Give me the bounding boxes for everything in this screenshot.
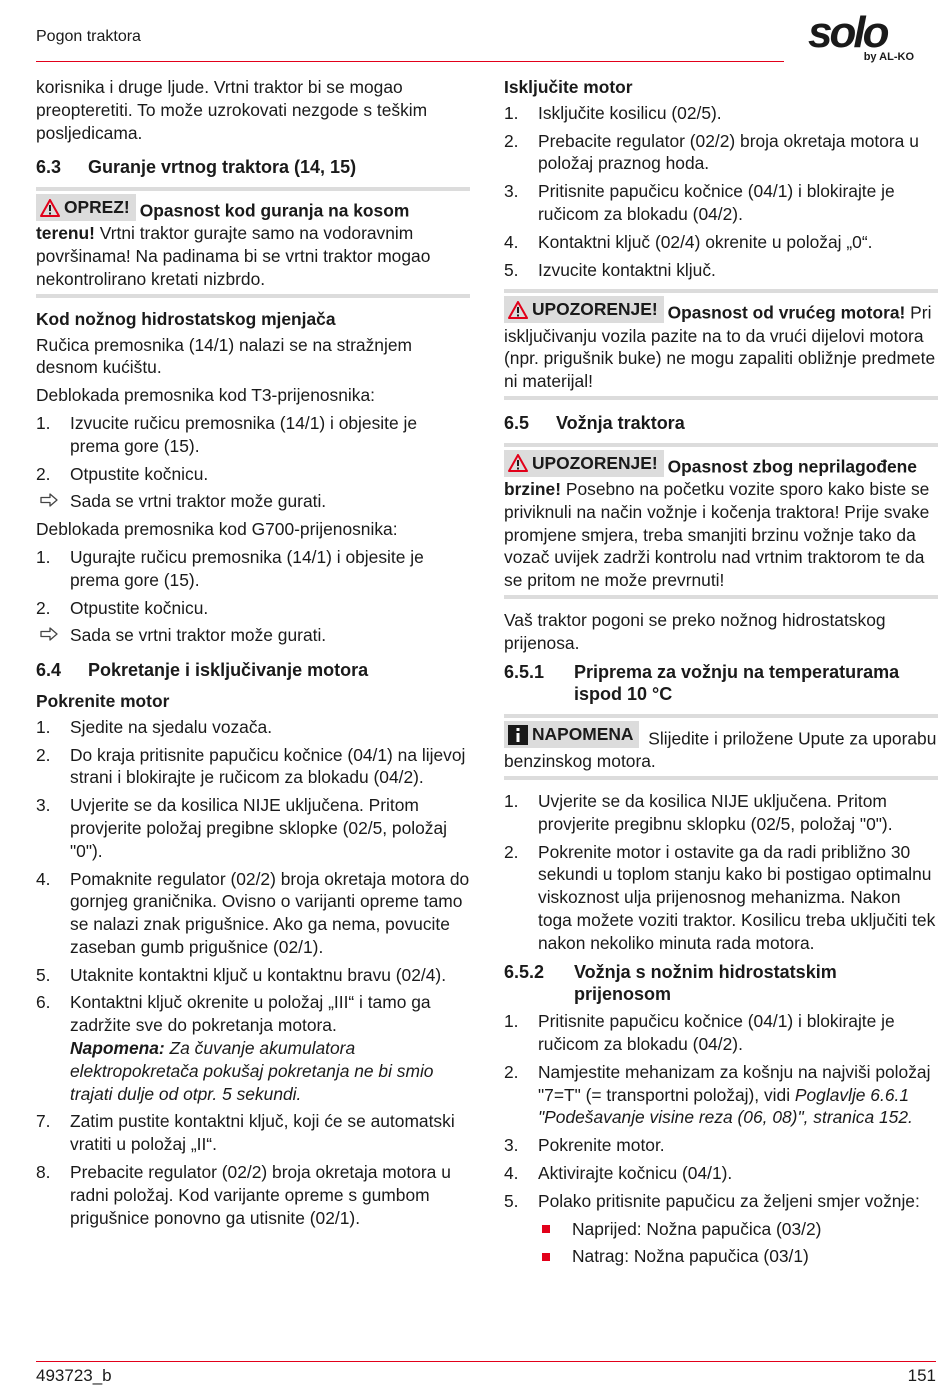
drive-paragraph: Vaš traktor pogoni se preko nožnog hidrostatskog prijenosa. [504, 609, 886, 653]
warning-tag [504, 450, 664, 477]
step-number: 2. [504, 130, 519, 151]
step-number: 3. [504, 181, 519, 202]
list-item [36, 991, 470, 1105]
result-arrow-icon [36, 624, 70, 647]
list-item [504, 1134, 938, 1157]
step-number: 1. [36, 716, 51, 737]
list-item [36, 744, 470, 790]
step-text: Sjedite na sjedalu vozača. [70, 716, 273, 737]
hydro-drive-steps [504, 1010, 938, 1212]
section-6-5-heading [504, 412, 938, 435]
step-number: 5. [504, 1190, 519, 1211]
list-item [504, 130, 938, 176]
list-item [36, 463, 470, 486]
section-number: 6.5.1 [504, 661, 545, 682]
list-item [538, 1218, 938, 1241]
step-text: Prebacite regulator (02/2) broja okretaja motora u radni položaj. Kod varijante opreme s gumbom prigušnice ponovno ga utisnite (02/1). [70, 1162, 451, 1228]
list-item [36, 794, 470, 862]
step-text: Namjestite mehanizam za košnju na najviši položaj "7=T" (= transportni položaj), vidi [538, 1061, 931, 1105]
list-item [504, 231, 938, 254]
cold-prep-steps [504, 790, 938, 955]
list-item [504, 1190, 938, 1213]
step-number: 7. [36, 1111, 51, 1132]
caution-tag-label: OPREZ! [64, 197, 130, 218]
section-title: Vožnja s nožnim hidrostatskim prijenosom [574, 961, 837, 1005]
list-item [538, 1245, 938, 1268]
note-text: Za čuvanje akumulatora elektropokretača pokušaj pokretanja ne bi smio trajati dulje od otpr. 5 sekundi. [70, 1038, 434, 1104]
t3-steps [36, 412, 470, 485]
caution-lead: Opasnost kod guranja na kosom terenu! [36, 200, 410, 244]
bullet-square-icon [538, 1218, 572, 1241]
left-column [36, 76, 470, 1234]
section-title: Pokretanje i isključivanje motora [88, 660, 369, 681]
g700-heading: Deblokada premosnika kod G700-prijenosnika: [36, 519, 398, 540]
warning-text: Posebno na početku vozite sporo kako biste se priviknuli na način vožnje i kočenja traktora! Prije svake promjene smjera, treba smanjiti brzinu vožnje tako da vozač uvijek zadrži kontrolu nad vrtnim traktorom te da se pritom ne može prevrnuti! [504, 478, 930, 591]
list-item [504, 102, 938, 125]
note-box [504, 714, 938, 780]
step-number: 8. [36, 1162, 51, 1183]
t3-heading: Deblokada premosnika kod T3-prijenosnika: [36, 385, 375, 406]
step-number: 3. [504, 1135, 519, 1156]
step-number: 4. [504, 231, 519, 252]
step-number: 2. [504, 841, 519, 862]
warning-speed-box [504, 443, 938, 599]
warning-tag-label: UPOZORENJE! [532, 452, 658, 473]
section-title: Guranje vrtnog traktora (14, 15) [88, 157, 357, 178]
step-number: 4. [504, 1163, 519, 1184]
caution-box [36, 187, 470, 298]
stop-engine-subheading: Isključite motor [504, 77, 633, 97]
hydro-paragraph: Ručica premosnika (14/1) nalazi se na stražnjem desnom kućištu. [36, 334, 412, 378]
step-text: Prebacite regulator (02/2) broja okretaja motora u položaj praznog hoda. [538, 130, 919, 174]
warning-hot-engine-box [504, 289, 938, 400]
list-item [36, 964, 470, 987]
stop-engine-steps [504, 102, 938, 282]
list-item [36, 412, 470, 458]
footer-divider [36, 1361, 936, 1362]
section-number: 6.3 [36, 157, 62, 178]
caution-tag [36, 194, 136, 221]
step-text: Uvjerite se da kosilica NIJE uključena. Pritom provjerite položaj pregibne sklopke (02/5, položaj "0"). [70, 795, 448, 861]
info-icon [508, 725, 528, 745]
step-number: 4. [36, 868, 51, 889]
step-number: 2. [36, 744, 51, 765]
step-text: Aktivirajte kočnicu (04/1). [538, 1163, 733, 1184]
section-6-3-heading [36, 156, 470, 179]
list-item [504, 790, 938, 836]
section-title: Vožnja traktora [556, 412, 685, 433]
list-item [504, 259, 938, 282]
logo-subtitle: by AL-KO [863, 51, 914, 63]
g700-steps [36, 546, 470, 619]
step-text: Polako pritisnite papučicu za željeni smjer vožnje: [538, 1190, 920, 1211]
warning-tag [504, 296, 664, 323]
step-number: 2. [36, 463, 51, 484]
list-item [504, 1061, 938, 1129]
start-engine-steps [36, 716, 470, 1230]
warning-lead: Opasnost od vrućeg motora! [667, 302, 906, 323]
list-item [504, 1162, 938, 1185]
step-number: 1. [504, 102, 519, 123]
section-number: 6.5.2 [504, 961, 545, 982]
page-number: 151 [907, 1366, 936, 1385]
warning-triangle-icon [40, 199, 60, 217]
step-number: 3. [36, 795, 51, 816]
step-number: 5. [504, 259, 519, 280]
section-number: 6.5 [504, 412, 530, 433]
direction-bullets [538, 1218, 938, 1269]
step-text: Pomaknite regulator (02/2) broja okretaja motora do gornjeg graničnika. Ovisno o varijanti opreme tamo se nalazi znak prigušnice. Ako ga nema, povucite zaseban gumb prigušnice (02/1). [70, 868, 470, 957]
warning-text: Pri isključivanju vozila pazite na to da vrući dijelovi motora (npr. prigušnik buke) ne mogu zapaliti obližnje predmete ni materijal! [504, 302, 936, 392]
step-number: 1. [36, 546, 51, 567]
note-text: Slijedite i priložene Upute za uporabu benzinskog motora. [504, 728, 937, 772]
warning-lead: Opasnost zbog neprilagođene brzine! [504, 456, 917, 499]
step-number: 5. [36, 964, 51, 985]
step-text: Izvucite kontaktni ključ. [538, 259, 716, 280]
list-item [504, 841, 938, 955]
step-text: Pokrenite motor i ostavite ga da radi približno 30 sekundi u toplom stanju kako bi postigao optimalnu viskoznost ulja prijenosnog mehanizma. Nakon toga možete voziti traktor. Kosilicu treba uključiti tek nakon nekoliko minuta rada motora. [538, 841, 936, 953]
step-number: 2. [504, 1061, 519, 1082]
step-text: Uvjerite se da kosilica NIJE uključena. Pritom provjerite pregibnu sklopku (02/5, položaj "0"). [538, 791, 893, 834]
list-item [36, 716, 470, 739]
bullet-text: Naprijed: Nožna papučica (03/2) [572, 1218, 822, 1239]
note-label: Napomena: [70, 1038, 165, 1059]
step-text: Utaknite kontaktni ključ u kontaktnu bravu (02/4). [70, 964, 447, 985]
section-6-4-heading [36, 659, 470, 682]
step-text: Do kraja pritisnite papučicu kočnice (04/1) na lijevoj strani i blokirajte je ručicom za blokadu (04/2). [70, 744, 466, 788]
step-number: 1. [36, 412, 51, 433]
solo-logo [808, 10, 918, 66]
step-text: Pritisnite papučicu kočnice (04/1) i blokirajte je ručicom za blokadu (04/2). [538, 181, 895, 224]
warning-triangle-icon [508, 301, 528, 319]
section-number: 6.4 [36, 660, 62, 681]
bullet-text: Natrag: Nožna papučica (03/1) [572, 1246, 809, 1267]
step-text: Pritisnite papučicu kočnice (04/1) i blokirajte je ručicom za blokadu (04/2). [538, 1011, 895, 1055]
step-number: 2. [36, 597, 51, 618]
step-text: Otpustite kočnicu. [70, 463, 209, 484]
g700-result [36, 624, 470, 647]
document-code: 493723_b [36, 1366, 112, 1385]
step-text: Pokrenite motor. [538, 1135, 665, 1156]
list-item [504, 1010, 938, 1056]
step-number: 1. [504, 1011, 519, 1032]
header-divider [36, 61, 784, 62]
t3-result [36, 490, 470, 513]
result-text: Sada se vrtni traktor može gurati. [70, 491, 327, 512]
warning-triangle-icon [508, 454, 528, 472]
step-text: Kontaktni ključ okrenite u položaj „III“ i tamo ga zadržite sve do pokretanja motora. [70, 992, 431, 1036]
step-text: Kontaktni ključ (02/4) okrenite u položaj „0“. [538, 231, 873, 252]
step-number: 6. [36, 992, 51, 1013]
step-text: Isključite kosilicu (02/5). [538, 102, 722, 123]
section-6-5-1-heading [504, 661, 938, 707]
caution-text: Vrtni traktor gurajte samo na vodoravnim površinama! Na padinama bi se vrtni traktor mogao nekontrolirano kretati nizbrdo. [36, 223, 431, 289]
result-text: Sada se vrtni traktor može gurati. [70, 625, 327, 646]
section-6-5-2-heading [504, 961, 938, 1007]
list-item [36, 1161, 470, 1229]
result-arrow-icon [36, 490, 70, 513]
step-text: Izvucite ručicu premosnika (14/1) i objesite je prema gore (15). [70, 412, 417, 456]
list-item [36, 597, 470, 620]
cross-reference-link[interactable]: Poglavlje 6.6.1 "Podešavanje visine reza (06, 08)", stranica 152. [538, 1084, 913, 1128]
list-item [36, 1110, 470, 1156]
list-item [36, 868, 470, 959]
step-number: 1. [504, 791, 519, 812]
section-title: Priprema za vožnju na temperaturama ispod 10 °C [574, 661, 900, 705]
step-text: Zatim pustite kontaktni ključ, koji će se automatski vratiti u položaj „II“. [70, 1111, 455, 1155]
step-text: Ugurajte ručicu premosnika (14/1) i objesite je prema gore (15). [70, 546, 424, 590]
right-column [504, 76, 938, 1273]
intro-paragraph: korisnika i druge ljude. Vrtni traktor bi se mogao preopteretiti. To može uzrokovati nezgode s teškim posljedicama. [36, 77, 428, 143]
list-item [504, 180, 938, 226]
note-tag-label: NAPOMENA [532, 724, 634, 745]
note-tag [504, 721, 639, 748]
page-header-title: Pogon traktora [36, 28, 141, 45]
bullet-square-icon [538, 1245, 572, 1268]
hydro-subheading: Kod nožnog hidrostatskog mjenjača [36, 308, 336, 329]
logo-wordmark: solo [808, 8, 887, 57]
start-engine-subheading: Pokrenite motor [36, 690, 170, 711]
step-note [70, 1038, 433, 1104]
list-item [36, 546, 470, 592]
step-text: Otpustite kočnicu. [70, 597, 209, 618]
warning-tag-label: UPOZORENJE! [532, 299, 658, 320]
